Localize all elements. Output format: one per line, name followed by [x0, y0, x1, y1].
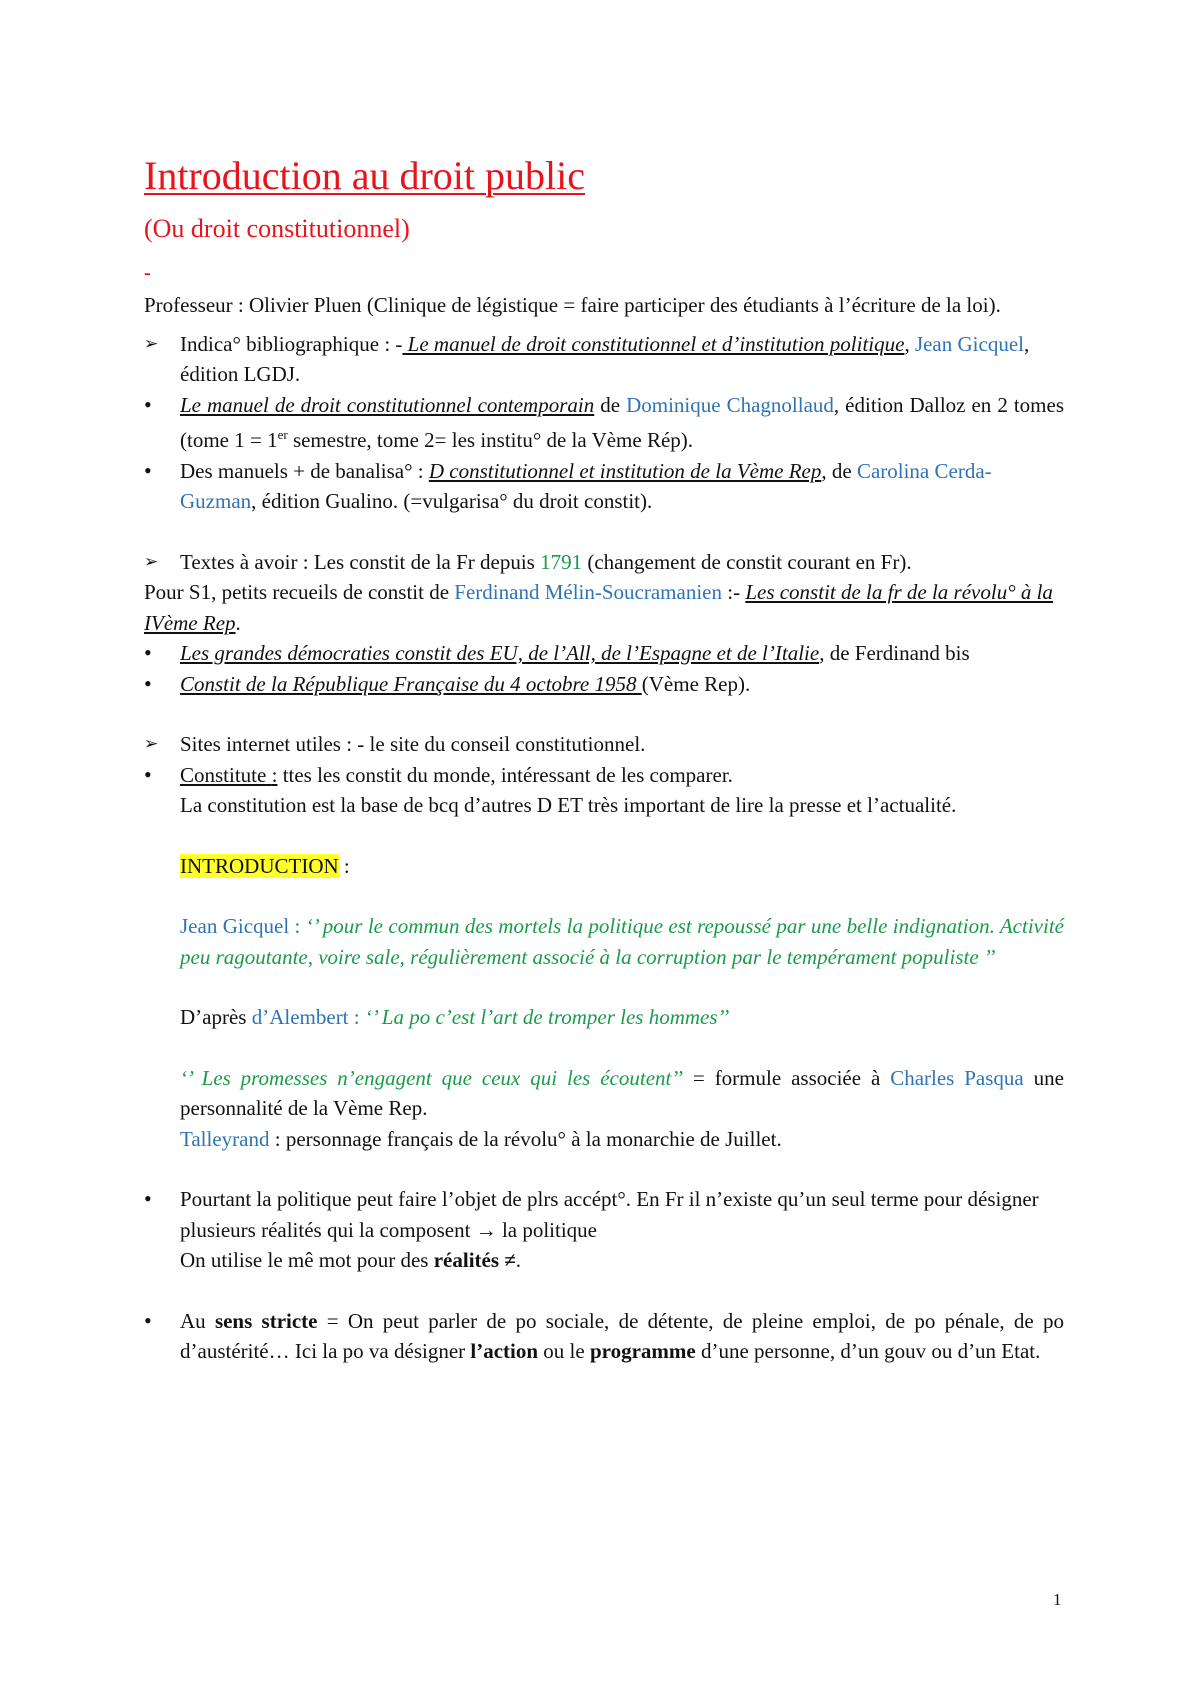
- quote-alembert: D’après d’Alembert : ‘’ La po c’est l’art de tromper les hommes’’: [180, 1005, 730, 1029]
- sites-bullet: • Constitute : ttes les constit du monde, intéressant de les comparer.: [144, 760, 1064, 791]
- author-name: Jean Gicquel: [180, 914, 290, 938]
- introduction-heading: INTRODUCTION :: [180, 853, 350, 878]
- bullet-dot-icon: •: [144, 761, 152, 787]
- bullet-dot-icon: •: [144, 457, 152, 483]
- professor-line: Professeur : Olivier Pluen (Clinique de légistique = faire participer des étudiants à l’écriture de la loi).: [144, 293, 1001, 317]
- quote-gicquel: Jean Gicquel : ‘’ pour le commun des mortels la politique est repoussé par une belle indignation. Activité peu ragoutante, voire sale, régulièrement associé à la corruption par le tempérament populiste ’’: [180, 914, 1064, 969]
- document-body: [144, 150, 1064, 1367]
- author-name: Carolina Cerda-Guzman: [180, 458, 992, 513]
- page-subtitle: (Ou droit constitutionnel): [144, 214, 410, 243]
- constitute-link[interactable]: Constitute: [180, 762, 272, 787]
- quote-text: ‘’ Les promesses n’engagent que ceux qui les écoutent’’: [180, 1065, 684, 1090]
- book-title: Les grandes démocraties constit des EU, de l’All, de l’Espagne et de l’Italie: [180, 641, 820, 665]
- professor-name: Olivier Pluen: [248, 293, 362, 317]
- textes-arrow-item: ➢ Textes à avoir : Les constit de la Fr depuis 1791 (changement de constit courant en Fr).: [144, 547, 1064, 578]
- author-name: Jean Gicquel: [914, 331, 1024, 356]
- bullet-dot-icon: •: [144, 1186, 152, 1211]
- biblio-arrow-item: ➢ Indica° bibliographique : - Le manuel de droit constitutionnel et d’institution politique, Jean Gicquel, édition LGDJ.: [144, 329, 1064, 390]
- textes-line: Pour S1, petits recueils de constit de Ferdinand Mélin-Soucramanien :- Les constit de la fr de la révolu° à la IVème Rep.: [144, 580, 1053, 635]
- highlighted-heading: INTRODUCTION: [180, 853, 339, 878]
- sites-arrow-item: ➢ Sites internet utiles : - le site du conseil constitutionnel.: [144, 729, 1064, 760]
- page-number: 1: [1053, 1590, 1062, 1609]
- talleyrand-line: Talleyrand : personnage français de la révolu° à la monarchie de Juillet.: [180, 1126, 782, 1151]
- quote-text: ‘’ pour le commun des mortels la politique est repoussé par une belle indignation. Activité peu ragoutante, voire sale, régulièrement associé à la corruption par le tempérament populiste ’’: [180, 914, 1064, 969]
- bullet-dot-icon: •: [144, 391, 152, 417]
- author-name: Ferdinand Mélin-Soucramanien: [454, 580, 722, 604]
- book-title: Le manuel de droit constitutionnel contemporain: [180, 392, 595, 417]
- biblio-bullet-1: • Le manuel de droit constitutionnel contemporain de Dominique Chagnollaud, édition Dalloz en 2 tomes (tome 1 = 1er semestre, tome 2= les institu° de la Vème Rép).: [144, 391, 1064, 452]
- book-title: Le manuel de droit constitutionnel et d’institution politique: [402, 331, 905, 356]
- author-name: Talleyrand: [180, 1126, 270, 1151]
- sites-paragraph: La constitution est la base de bcq d’autres D ET très important de lire la presse et l’actualité.: [180, 793, 957, 817]
- textes-bullet-2: • Constit de la République Française du 4 octobre 1958 (Vème Rep).: [144, 669, 1064, 700]
- book-title: Les constit de la fr de la révolu° à la IVème Rep: [144, 580, 1053, 635]
- arrow-bullet-icon: ➢: [144, 734, 159, 753]
- book-title: Constit de la République Française du 4 octobre 1958: [180, 671, 642, 696]
- year-highlight: 1791: [540, 549, 583, 574]
- right-arrow-icon: →: [475, 1217, 497, 1242]
- bullet-dot-icon: •: [144, 640, 152, 665]
- red-dash-mark: -: [144, 262, 151, 284]
- point-bullet-2: • Au sens stricte = On peut parler de po sociale, de détente, de pleine emploi, de po pénale, de po d’austérité… Ici la po va désigner l’action ou le programme d’une personne, d’un gouv ou d’un Etat.: [144, 1307, 1064, 1363]
- author-name: Charles Pasqua: [890, 1065, 1024, 1090]
- bullet-dot-icon: •: [144, 1307, 152, 1333]
- textes-bullet-1: • Les grandes démocraties constit des EU, de l’All, de l’Espagne et de l’Italie, de Ferdinand bis: [144, 638, 1064, 669]
- arrow-bullet-icon: ➢: [144, 551, 159, 571]
- author-name: Dominique Chagnollaud: [626, 392, 834, 417]
- bullet-dot-icon: •: [144, 670, 152, 696]
- book-title: D constitutionnel et institution de la Vème Rep: [428, 458, 822, 483]
- page-title: Introduction au droit public: [144, 153, 586, 198]
- point-bullet-1: • Pourtant la politique peut faire l’objet de plrs accépt°. En Fr il n’existe qu’un seul terme pour désigner plusieurs réalités qui la composent → la politique On utilise le mê mot pour des réalités ≠.: [144, 1186, 1039, 1272]
- biblio-bullet-2: • Des manuels + de banalisa° : D constitutionnel et institution de la Vème Rep, de Carolina Cerda-Guzman, édition Gualino. (=vulgarisa° du droit constit).: [144, 457, 992, 513]
- arrow-bullet-icon: ➢: [144, 333, 159, 353]
- quote-text: ‘’ La po c’est l’art de tromper les hommes’’: [364, 1005, 730, 1029]
- author-name: d’Alembert: [251, 1005, 349, 1029]
- quote-promesses: ‘’ Les promesses n’engagent que ceux qui les écoutent’’ = formule associée à Charles Pasqua une personnalité de la Vème Rep.: [180, 1065, 1064, 1120]
